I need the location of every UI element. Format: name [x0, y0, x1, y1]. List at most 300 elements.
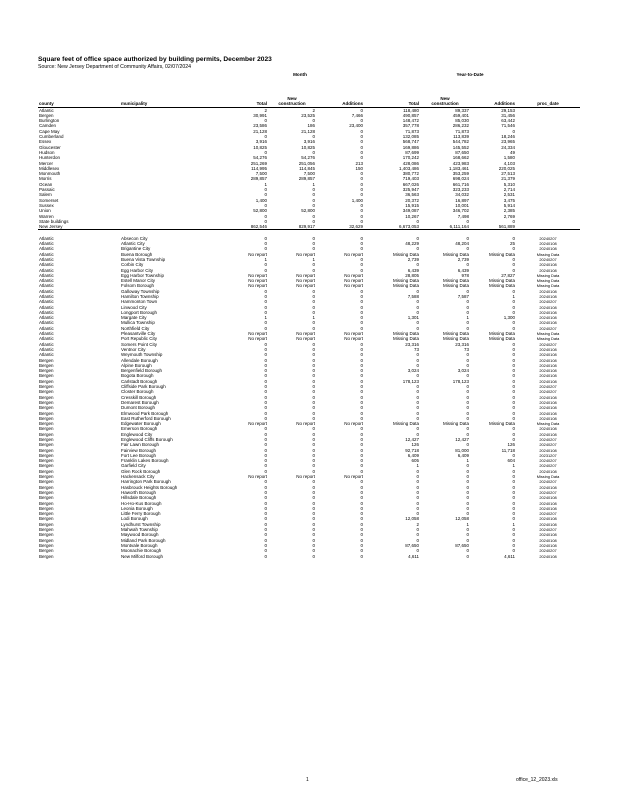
table-cell: 0 — [360, 463, 363, 469]
table-cell: Gloucester — [39, 144, 61, 150]
table-cell: 0 — [264, 500, 267, 506]
table-cell: 0 — [360, 479, 363, 485]
table-cell: Margate City — [121, 315, 147, 321]
table-cell: 7,500 — [303, 171, 315, 177]
table-cell: 0 — [360, 495, 363, 501]
table-cell: 24,334 — [501, 144, 515, 150]
table-cell: 220,025 — [498, 165, 515, 171]
table-cell: 0 — [312, 447, 315, 453]
table-cell: Ventnor City — [121, 346, 146, 352]
table-cell: 20240108 — [539, 309, 557, 315]
col-proc-date: proc_date — [516, 101, 580, 107]
table-cell: 0 — [312, 468, 315, 474]
table-cell: 0 — [264, 505, 267, 511]
table-cell: Missing Data — [536, 283, 560, 289]
table-cell: 0 — [312, 537, 315, 543]
table-cell: 0 — [360, 267, 363, 273]
table-cell: 0 — [360, 489, 363, 495]
table-cell: Bergenfield Borough — [121, 368, 163, 374]
table-cell: Bergen — [39, 373, 54, 379]
table-cell: 0 — [416, 532, 419, 538]
table-cell: 0 — [312, 527, 315, 533]
table-cell: 0 — [360, 399, 363, 405]
table-cell: 604 — [507, 458, 515, 464]
table-cell: Missing Data — [536, 474, 560, 480]
table-cell: 0 — [360, 405, 363, 411]
table-cell: Missing Data — [488, 336, 515, 342]
table-cell: 0 — [466, 463, 469, 469]
table-cell: 0 — [312, 532, 315, 538]
table-cell: 0 — [512, 468, 515, 474]
table-cell: 0 — [264, 532, 267, 538]
table-cell: 0 — [264, 346, 267, 352]
table-cell: 0 — [312, 384, 315, 390]
table-cell: 423,983 — [452, 160, 469, 166]
table-cell: 23,965 — [501, 139, 515, 145]
report-source: Source: New Jersey Department of Community Affairs, 02/07/2024 — [38, 64, 192, 70]
table-cell: 0 — [264, 399, 267, 405]
table-cell: 54,276 — [253, 155, 267, 161]
table-cell: 0 — [360, 362, 363, 368]
table-cell: 0 — [466, 399, 469, 405]
table-cell: 20240108 — [539, 320, 557, 326]
table-cell: 20,372 — [405, 197, 419, 203]
table-cell: 1,400 — [255, 197, 267, 203]
table-cell: 0 — [312, 241, 315, 247]
table-cell: 0 — [416, 399, 419, 405]
table-cell: 0 — [312, 362, 315, 368]
table-cell: Bergen — [39, 431, 54, 437]
table-cell: Atlantic — [39, 352, 54, 358]
table-cell: 0 — [466, 431, 469, 437]
table-cell: 36,563 — [405, 192, 419, 198]
table-cell: Hammonton Town — [121, 299, 158, 305]
table-cell: 0 — [312, 149, 315, 155]
col-month-new: construction — [268, 101, 316, 107]
table-cell: Somerset — [39, 197, 59, 203]
table-cell: 0 — [360, 442, 363, 448]
table-cell: Hunterdon — [39, 155, 61, 161]
table-cell: 0 — [360, 373, 363, 379]
table-cell: 0 — [360, 181, 363, 187]
table-cell: 0 — [360, 384, 363, 390]
table-cell: 0 — [264, 537, 267, 543]
table-cell: 0 — [312, 288, 315, 294]
table-cell: Demarest Borough — [121, 399, 159, 405]
table-cell: 0 — [512, 325, 515, 331]
table-cell: 4,611 — [408, 553, 419, 559]
table-cell: 0 — [512, 489, 515, 495]
table-cell: 20240108 — [539, 516, 557, 522]
table-cell: 0 — [466, 288, 469, 294]
table-cell: Carlstadt Borough — [121, 378, 158, 384]
table-cell: Cape May — [39, 128, 60, 134]
col-county: county — [38, 101, 120, 107]
table-cell: 0 — [312, 511, 315, 517]
table-cell: 0 — [416, 527, 419, 533]
table-cell: 28,805 — [405, 272, 419, 278]
table-cell: 0 — [360, 532, 363, 538]
table-cell: 0 — [360, 288, 363, 294]
table-cell: 0 — [360, 241, 363, 247]
table-cell: 0 — [416, 431, 419, 437]
table-cell: 1 — [312, 315, 315, 321]
table-cell: 20240108 — [539, 537, 557, 543]
table-cell: 21,128 — [253, 128, 267, 134]
table-cell: Atlantic — [39, 256, 54, 262]
table-cell: 114,995 — [251, 165, 267, 171]
table-cell: 25 — [509, 241, 515, 247]
table-cell: 0 — [312, 458, 315, 464]
table-cell: 0 — [312, 246, 315, 252]
table-cell: No report — [248, 331, 267, 337]
table-cell: 10,001 — [455, 202, 469, 208]
table-cell: 52,800 — [301, 208, 315, 214]
table-cell: Hasbrouck Heights Borough — [121, 484, 178, 490]
table-cell: 0 — [312, 262, 315, 268]
table-cell: 3,475 — [503, 197, 515, 203]
table-cell: 92,718 — [405, 447, 419, 453]
table-cell: 148,472 — [402, 118, 419, 124]
table-cell: 0 — [264, 479, 267, 485]
table-cell: 20240108 — [539, 484, 557, 490]
table-cell: 2 — [264, 107, 267, 113]
table-cell: 0 — [264, 262, 267, 268]
table-cell: Bergen — [39, 542, 54, 548]
table-cell: 52,800 — [253, 208, 267, 214]
table-cell: Atlantic — [39, 235, 54, 241]
table-cell: 1 — [264, 256, 267, 262]
table-cell: 186 — [307, 123, 315, 129]
table-cell: 0 — [466, 426, 469, 432]
table-cell: 0 — [466, 468, 469, 474]
table-cell: East Rutherford Borough — [121, 415, 171, 421]
table-cell: 0 — [312, 410, 315, 416]
table-cell: 0 — [312, 202, 315, 208]
table-cell: 0 — [416, 495, 419, 501]
table-cell: 0 — [360, 500, 363, 506]
table-cell: 0 — [360, 262, 363, 268]
table-cell: 0 — [512, 341, 515, 347]
table-cell: 0 — [466, 299, 469, 305]
table-cell: Edgewater Borough — [121, 421, 161, 427]
table-cell: 0 — [360, 437, 363, 442]
table-cell: 150 — [355, 165, 363, 171]
table-cell: 0 — [466, 246, 469, 252]
table-cell: 0 — [312, 320, 315, 326]
table-cell: 0 — [512, 405, 515, 411]
table-cell: 12,427 — [455, 437, 469, 442]
table-cell: 1,400 — [351, 197, 363, 203]
table-cell: No report — [344, 336, 363, 342]
table-cell: No report — [248, 278, 267, 284]
table-cell: 0 — [264, 373, 267, 379]
table-cell: 0 — [416, 288, 419, 294]
table-cell: 0 — [312, 542, 315, 548]
table-cell: 380,772 — [402, 171, 419, 177]
table-cell: 0 — [466, 389, 469, 395]
table-cell: 0 — [264, 442, 267, 448]
table-cell: 34,032 — [455, 192, 469, 198]
table-cell: 20240207 — [539, 489, 557, 495]
table-cell: 20240108 — [539, 378, 557, 384]
table-cell: 0 — [264, 527, 267, 533]
table-cell: No report — [344, 421, 363, 427]
table-cell: 428,086 — [402, 160, 419, 166]
table-cell: Buena Borough — [121, 251, 153, 257]
table-cell: 0 — [264, 218, 267, 224]
table-cell: 11,718 — [501, 447, 515, 453]
table-cell: 0 — [466, 373, 469, 379]
table-cell: 20240207 — [539, 437, 557, 442]
table-cell: Hudson — [39, 149, 55, 155]
table-cell: 0 — [264, 187, 267, 193]
table-cell: 0 — [360, 341, 363, 347]
table-cell: 0 — [360, 304, 363, 310]
table-cell: Bergen — [39, 362, 54, 368]
table-cell: 2,739 — [407, 256, 419, 262]
table-cell: Bergen — [39, 384, 54, 390]
table-cell: 0 — [312, 368, 315, 374]
table-cell: 0 — [416, 320, 419, 326]
table-cell: 0 — [264, 437, 267, 442]
table-cell: 0 — [264, 447, 267, 453]
table-cell: 0 — [312, 426, 315, 432]
table-cell: Missing Data — [536, 331, 560, 337]
table-cell: Missing Data — [392, 336, 419, 342]
table-cell: Missing Data — [488, 251, 515, 257]
table-cell: Missing Data — [536, 278, 560, 284]
table-cell: 132,085 — [402, 134, 419, 140]
table-cell: 719,403 — [402, 176, 419, 182]
table-cell: New Jersey — [38, 224, 120, 230]
table-cell: 0 — [466, 362, 469, 368]
table-cell: 54,276 — [301, 155, 315, 161]
table-cell: Missing Data — [488, 331, 515, 337]
table-cell: 0 — [360, 218, 363, 224]
table-cell: 0 — [264, 192, 267, 198]
table-cell: Missing Data — [392, 278, 419, 284]
table-cell: Atlantic — [39, 341, 54, 347]
table-cell: 0 — [512, 532, 515, 538]
table-cell: State buildings — [39, 218, 69, 224]
table-cell: 0 — [312, 500, 315, 506]
table-cell: 0 — [264, 542, 267, 548]
table-cell: 87,650 — [405, 542, 419, 548]
table-cell: 0 — [360, 468, 363, 474]
table-cell: 251,269 — [250, 160, 267, 166]
table-cell: 0 — [512, 527, 515, 533]
table-cell: 829,917 — [268, 224, 316, 230]
table-cell: 0 — [416, 352, 419, 358]
table-cell: 1 — [466, 521, 469, 527]
table-cell: No report — [248, 272, 267, 278]
table-cell: Middlesex — [39, 165, 60, 171]
table-cell: No report — [296, 474, 315, 480]
table-cell: 0 — [264, 368, 267, 374]
table-cell: 126 — [411, 442, 419, 448]
table-cell: 0 — [466, 304, 469, 310]
table-cell: 0 — [416, 262, 419, 268]
table-cell: 0 — [512, 235, 515, 241]
table-cell: 0 — [312, 452, 315, 458]
table-cell: 0 — [466, 262, 469, 268]
table-cell: 0 — [416, 548, 419, 554]
page-number: 1 — [306, 777, 309, 783]
table-cell: 71,546 — [501, 123, 515, 129]
table-cell: 0 — [360, 553, 363, 559]
table-cell: 20240207 — [539, 548, 557, 554]
col-ytd-new: construction — [420, 101, 470, 107]
table-cell: 0 — [312, 293, 315, 299]
table-cell: 0 — [312, 218, 315, 224]
table-cell: 0 — [360, 426, 363, 432]
table-cell: 0 — [312, 479, 315, 485]
table-cell: 178,123 — [452, 378, 469, 384]
table-cell: 349,087 — [402, 208, 419, 214]
table-cell: Missing Data — [392, 421, 419, 427]
table-cell: 0 — [466, 479, 469, 485]
table-cell: Bergen — [39, 458, 54, 464]
table-cell: 459,401 — [452, 112, 469, 118]
table-cell: 213 — [355, 160, 363, 166]
table-cell: 1 — [416, 463, 419, 469]
table-cell: Bergen — [39, 405, 54, 411]
table-cell: 23,400 — [349, 123, 363, 129]
table-cell: 0 — [360, 202, 363, 208]
table-cell: New Milford Borough — [121, 553, 164, 559]
table-cell: Galloway Township — [121, 288, 160, 294]
table-cell: 0 — [312, 495, 315, 501]
table-cell: 20240108 — [539, 415, 557, 421]
table-cell: 0 — [312, 553, 315, 559]
table-cell: 0 — [312, 394, 315, 400]
table-cell: 346,702 — [452, 208, 469, 214]
table-cell: 0 — [512, 262, 515, 268]
table-cell: 251,056 — [298, 160, 315, 166]
table-cell: 6,439 — [407, 267, 419, 273]
table-cell: 0 — [264, 267, 267, 273]
table-cell: 0 — [512, 426, 515, 432]
table-cell: 0 — [466, 235, 469, 241]
table-cell: 23,586 — [253, 123, 267, 129]
table-cell: 3,916 — [255, 139, 267, 145]
table-cell: 862,546 — [220, 224, 268, 230]
table-cell: 3,916 — [303, 139, 315, 145]
table-cell: 0 — [466, 495, 469, 501]
table-cell: Sussex — [39, 202, 54, 208]
table-cell: Bergen — [39, 415, 54, 421]
table-cell: 16,897 — [455, 197, 469, 203]
table-cell: Bergen — [39, 394, 54, 400]
table-cell: 1 — [264, 315, 267, 321]
table-cell: Allendale Borough — [121, 357, 158, 363]
table-cell: 0 — [264, 309, 267, 315]
table-cell: 0 — [264, 394, 267, 400]
table-cell: 0 — [360, 389, 363, 395]
table-cell: 0 — [466, 553, 469, 559]
table-cell: Bergen — [39, 357, 54, 363]
table-cell: Atlantic — [39, 346, 54, 352]
table-cell: 126 — [507, 442, 515, 448]
table-cell: 0 — [264, 320, 267, 326]
table-cell: 286,232 — [452, 123, 469, 129]
table-cell: 0 — [312, 325, 315, 331]
table-cell: 10,267 — [405, 213, 419, 219]
table-cell: 0 — [360, 346, 363, 352]
table-cell: 85,030 — [455, 118, 469, 124]
table-cell: 0 — [512, 246, 515, 252]
table-cell: 20240108 — [539, 241, 557, 247]
table-cell: 0 — [312, 399, 315, 405]
table-cell: 20240108 — [539, 553, 557, 559]
table-cell: Hillsdale Borough — [121, 495, 157, 501]
table-cell: Montvale Borough — [121, 542, 158, 548]
table-cell: 6,439 — [457, 267, 469, 273]
table-cell: 0 — [360, 187, 363, 193]
table-cell: Closter Borough — [121, 389, 154, 395]
table-cell: Weymouth Township — [121, 352, 163, 358]
table-cell: Pleasantville City — [121, 331, 156, 337]
table-cell: 0 — [360, 192, 363, 198]
table-cell: 0 — [264, 134, 267, 140]
table-cell: 0 — [312, 213, 315, 219]
table-cell: 20240108 — [539, 368, 557, 374]
table-cell: 4,103 — [503, 160, 515, 166]
table-cell: 357,778 — [402, 123, 419, 129]
table-cell: Bergen — [39, 479, 54, 485]
table-cell: 0 — [264, 452, 267, 458]
table-cell: 0 — [512, 218, 515, 224]
table-cell: 0 — [512, 288, 515, 294]
table-cell: No report — [248, 251, 267, 257]
table-cell: 490,857 — [402, 112, 419, 118]
table-cell: 169,886 — [402, 144, 419, 150]
table-cell: Atlantic — [39, 278, 54, 284]
table-cell: 0 — [312, 134, 315, 140]
table-cell: 0 — [416, 246, 419, 252]
table-cell: 0 — [512, 437, 515, 442]
table-cell: 0 — [360, 368, 363, 374]
table-cell: 0 — [360, 309, 363, 315]
table-cell: Ocean — [39, 181, 53, 187]
table-cell: 1 — [512, 521, 515, 527]
table-cell: 71,873 — [405, 128, 419, 134]
table-cell: 20240108 — [539, 505, 557, 511]
table-cell: No report — [344, 251, 363, 257]
table-cell: 0 — [360, 139, 363, 145]
table-cell: 0 — [312, 437, 315, 442]
table-cell: Bergen — [39, 495, 54, 501]
table-cell: 0 — [416, 426, 419, 432]
table-cell: 0 — [512, 542, 515, 548]
table-cell: 10,825 — [301, 144, 315, 150]
table-body — [38, 107, 580, 559]
table-cell: 0 — [264, 516, 267, 522]
table-cell: 5,310 — [503, 181, 515, 187]
table-cell: 325,947 — [402, 187, 419, 193]
table-cell: No report — [248, 421, 267, 427]
table-cell: Fairview Borough — [121, 447, 157, 453]
table-cell: 0 — [360, 315, 363, 321]
table-cell: 48,229 — [405, 241, 419, 247]
table-cell: 0 — [264, 378, 267, 384]
table-cell: Longport Borough — [121, 309, 158, 315]
table-cell: 0 — [512, 495, 515, 501]
table-cell: Alpine Borough — [121, 362, 152, 368]
table-cell: 0 — [264, 431, 267, 437]
table-cell: Egg Harbor City — [121, 267, 154, 273]
